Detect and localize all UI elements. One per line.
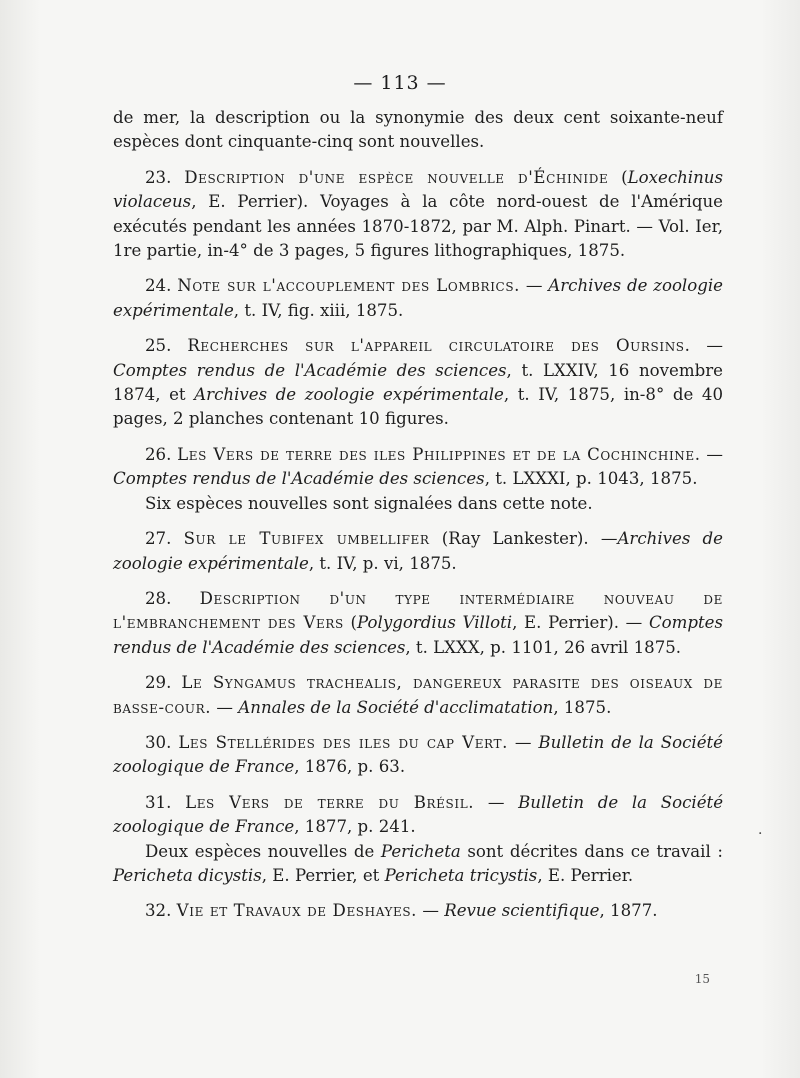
entry-italic: Annales de la Société d'acclimatation — [238, 697, 554, 717]
entry-italic: Archives de zoologie expérimentale — [113, 529, 723, 573]
entry-title: Le Syngamus trachealis, dangereux parasite des oiseaux de basse-cour. — [113, 673, 723, 717]
entry-text: ( — [608, 167, 628, 187]
entry-number: 24. — [145, 276, 172, 296]
entry-number: 29. — [145, 673, 172, 693]
entry-text: , 1877. — [599, 901, 658, 921]
entry-italic: Bulletin de la Société zoologique de France — [113, 792, 724, 837]
entry-text: , t. IV, fig. xiii, 1875. — [233, 300, 404, 320]
entry-text: , E. Perrier). Voyages à la côte nord-ouest de l'Amérique exécutés pendant les années 1870-1872, par M. Alph. Pinart. — Vol. Ier, 1re partie, in-4° de 3 pages, 5 figures lithographiques, 1875. — [113, 192, 723, 261]
entry-23 — [113, 166, 723, 264]
note-text: , E. Perrier. — [537, 865, 634, 885]
entry-text: ( — [343, 613, 358, 633]
entry-title: Sur le Tubifex umbellifer — [183, 529, 430, 549]
entry-number: 28. — [145, 588, 172, 608]
entry-title: Les Vers de terre du Brésil. — [185, 792, 475, 812]
entry-title: Note sur l'accouplement des Lombrics. — [177, 276, 521, 296]
entry-number: 25. — [145, 336, 172, 356]
entry-italic: Loxechinus violaceus — [113, 167, 724, 212]
entry-29 — [113, 671, 723, 720]
entry-text: , 1876, p. 63. — [294, 757, 406, 777]
entry-title: Les Vers de terre des iles Philippines et de la Cochinchine. — [177, 444, 701, 464]
entry-italic: Revue scientifique — [444, 901, 600, 921]
entry-number: 23. — [145, 167, 172, 187]
entry-text: , 1875. — [553, 697, 612, 717]
intro-paragraph — [113, 106, 723, 155]
entry-text: — — [507, 732, 539, 752]
entry-text: — — [690, 336, 724, 356]
entry-26 — [113, 443, 723, 516]
entry-text: , 1877, p. 241. — [294, 817, 416, 837]
entry-italic: Bulletin de la Société zoologique de France — [113, 732, 724, 777]
entry-title: Description d'une espèce nouvelle d'Échinide — [184, 167, 609, 187]
entry-title: Vie et Travaux de Deshayes. — [176, 901, 418, 921]
page-number: — 113 — — [353, 72, 447, 94]
entry-italic: Comptes rendus de l'Académie des sciences — [113, 613, 724, 657]
entry-italic: Comptes rendus de l'Académie des sciences — [113, 360, 507, 380]
entry-italic: Comptes rendus de l'Académie des sciences — [113, 469, 485, 489]
note-italic: Pericheta — [380, 841, 461, 861]
entry-title: Recherches sur l'appareil circulatoire des Oursins. — [187, 336, 691, 356]
entry-text: — — [474, 792, 519, 812]
entry-italic: Polygordius Villoti — [357, 613, 513, 633]
entry-italic: Archives de zoologie expérimentale — [194, 385, 504, 405]
entry-title: Les Stellérides des iles du cap Vert. — [178, 732, 508, 752]
entry-italic: Archives de zoologie expérimentale — [113, 276, 723, 320]
entry-number: 27. — [145, 529, 172, 549]
entry-text: , t. LXXX, p. 1101, 26 avril 1875. — [405, 637, 682, 657]
entry-text: (Ray Lankester). — — [429, 529, 618, 549]
entry-text: — — [417, 901, 445, 921]
note-text: Deux espèces nouvelles de — [145, 841, 381, 861]
entry-24 — [113, 274, 723, 323]
entry-note: Six espèces nouvelles sont signalées dans cette note. — [145, 493, 593, 513]
entry-27 — [113, 527, 723, 576]
note-italic: Pericheta tricystis — [384, 865, 538, 885]
entry-text: — — [700, 444, 723, 464]
margin-mark: · — [758, 826, 763, 842]
note-text: , E. Perrier, et — [261, 865, 385, 885]
note-italic: Pericheta dicystis — [113, 865, 262, 885]
signature-mark: 15 — [694, 972, 710, 986]
entry-note — [113, 840, 723, 889]
entry-31 — [113, 791, 723, 889]
entry-28 — [113, 587, 723, 660]
note-text: sont décrites dans ce travail : — [460, 841, 723, 861]
bibliography-text — [113, 106, 723, 935]
entry-number: 26. — [145, 444, 172, 464]
entry-25 — [113, 334, 723, 432]
entry-number: 30. — [145, 732, 172, 752]
entry-text: , t. IV, 1875, in-8° de 40 pages, 2 planches contenant 10 figures. — [113, 385, 723, 429]
entry-32 — [113, 899, 723, 923]
entry-text: — — [520, 276, 549, 296]
entry-30 — [113, 731, 723, 780]
entry-text: , t. LXXIV, 16 novembre 1874, et — [113, 360, 723, 405]
entry-number: 31. — [145, 792, 172, 812]
entry-number: 32. — [145, 901, 172, 921]
entry-text: — — [211, 697, 239, 717]
entry-text: , t. LXXXI, p. 1043, 1875. — [484, 469, 698, 489]
entry-text: , E. Perrier). — — [512, 613, 649, 633]
intro-text: de mer, la description ou la synonymie des deux cent soixante-neuf espèces dont cinquante-cinq sont nouvelles. — [113, 108, 723, 152]
entry-title: Description d'un type intermédiaire nouveau de l'embranchement des Vers — [113, 588, 723, 633]
entry-text: , t. IV, p. vi, 1875. — [308, 553, 457, 573]
